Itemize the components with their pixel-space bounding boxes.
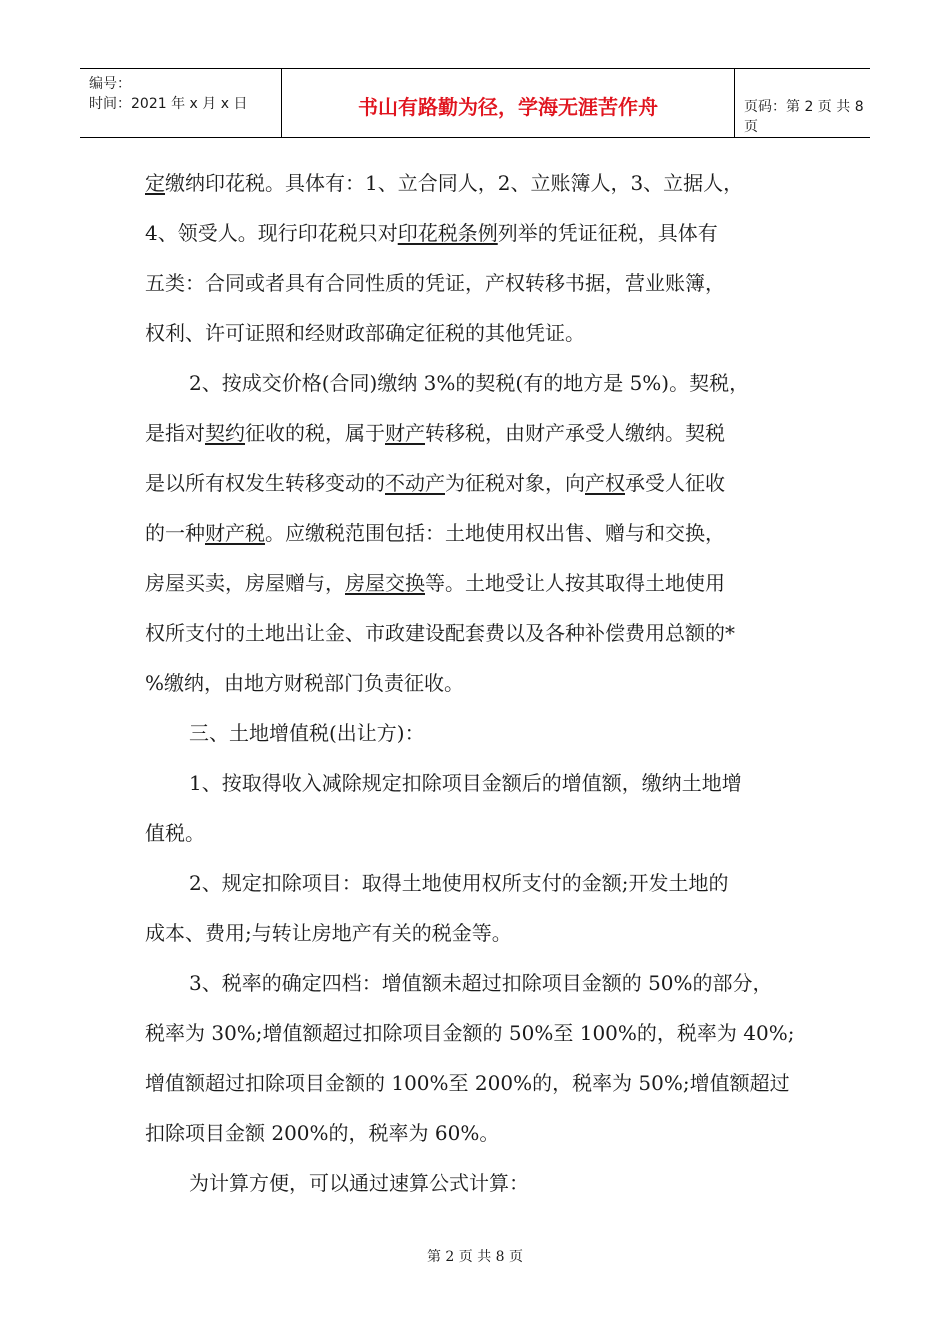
link-stamp-duty-regulations[interactable]: 印花税条例 — [397, 221, 498, 245]
text-span: 为征税对象，向 — [445, 471, 585, 495]
text-line: 3、税率的确定四档：增值额未超过扣除项目金额的 50%的部分， — [189, 971, 773, 995]
header-motto-cell — [281, 69, 735, 137]
text-line — [145, 208, 810, 258]
text-span: 。应缴税范围包括：土地使用权出售、赠与和交换， — [265, 521, 725, 545]
text-line: 2、按成交价格(合同)缴纳 3%的契税(有的地方是 5%)。契税， — [189, 371, 750, 395]
header-motto: 书山有路勤为径，学海无涯苦作舟 — [358, 95, 658, 119]
text-line — [145, 158, 810, 208]
text-span: 房屋买卖，房屋赠与， — [145, 571, 345, 595]
header-meta-cell — [80, 69, 281, 137]
underlined-term: 定 — [145, 171, 165, 195]
document-header — [80, 68, 870, 138]
text-line — [145, 458, 810, 508]
text-span: 转移税，由财产承受人缴纳。契税 — [425, 421, 725, 445]
link-house-exchange[interactable]: 房屋交换 — [345, 571, 425, 595]
text-span: 等。土地受让人按其取得土地使用 — [425, 571, 725, 595]
document-code-label: 编号： — [89, 76, 131, 92]
text-line — [145, 508, 810, 558]
text-span: 承受人征收 — [625, 471, 725, 495]
paragraph-land-vat-2 — [145, 858, 810, 958]
link-property[interactable]: 财产 — [385, 421, 425, 445]
link-contract[interactable]: 契约 — [205, 421, 245, 445]
text-line: 为计算方便，可以通过速算公式计算： — [189, 1171, 529, 1195]
text-line: 扣除项目金额 200%的，税率为 60%。 — [145, 1121, 500, 1145]
document-date: 时间：2021 年 x 月 x 日 — [89, 96, 248, 112]
text-line: 三、土地增值税(出让方)： — [189, 721, 425, 745]
document-body — [145, 158, 810, 1208]
section-heading-land-vat — [145, 708, 810, 758]
text-span: 是指对 — [145, 421, 205, 445]
text-line — [145, 558, 810, 608]
text-line: 五类：合同或者具有合同性质的凭证，产权转移书据，营业账簿， — [145, 271, 725, 295]
text-span: 列举的凭证征税，具体有 — [497, 221, 718, 245]
page-footer: 第 2 页 共 8 页 — [426, 1249, 524, 1265]
paragraph-stamp-duty — [145, 158, 810, 358]
paragraph-quick-formula — [145, 1158, 810, 1208]
link-real-estate[interactable]: 不动产 — [385, 471, 445, 495]
text-line: %缴纳，由地方财税部门负责征收。 — [145, 671, 465, 695]
text-line: 1、按取得收入减除规定扣除项目金额后的增值额，缴纳土地增 — [189, 771, 742, 795]
text-line: 权利、许可证照和经财政部确定征税的其他凭证。 — [145, 321, 585, 345]
link-property-tax[interactable]: 财产税 — [205, 521, 265, 545]
text-line — [145, 408, 810, 458]
header-page-info: 页码：第 2 页 共 8 页 — [744, 99, 864, 135]
paragraph-land-vat-3 — [145, 958, 810, 1158]
text-span: 的一种 — [145, 521, 205, 545]
text-line: 权所支付的土地出让金、市政建设配套费以及各种补偿费用总额的* — [145, 621, 735, 645]
header-page-cell — [734, 69, 870, 137]
text-span: 4、领受人。现行印花税只对 — [145, 221, 398, 245]
text-line: 税率为 30%;增值额超过扣除项目金额的 50%至 100%的，税率为 40%; — [145, 1021, 795, 1045]
text-line: 值税。 — [145, 821, 205, 845]
text-span: 是以所有权发生转移变动的 — [145, 471, 385, 495]
text-span: 征收的税，属于 — [245, 421, 385, 445]
text-line: 2、规定扣除项目：取得土地使用权所支付的金额;开发土地的 — [189, 871, 729, 895]
text-span: 缴纳印花税。具体有：1、立合同人，2、立账簿人，3、立据人， — [165, 171, 744, 195]
paragraph-deed-tax — [145, 358, 810, 708]
text-line: 成本、费用;与转让房地产有关的税金等。 — [145, 921, 512, 945]
link-property-rights[interactable]: 产权 — [585, 471, 625, 495]
paragraph-land-vat-1 — [145, 758, 810, 858]
text-line: 增值额超过扣除项目金额的 100%至 200%的，税率为 50%;增值额超过 — [145, 1071, 790, 1095]
